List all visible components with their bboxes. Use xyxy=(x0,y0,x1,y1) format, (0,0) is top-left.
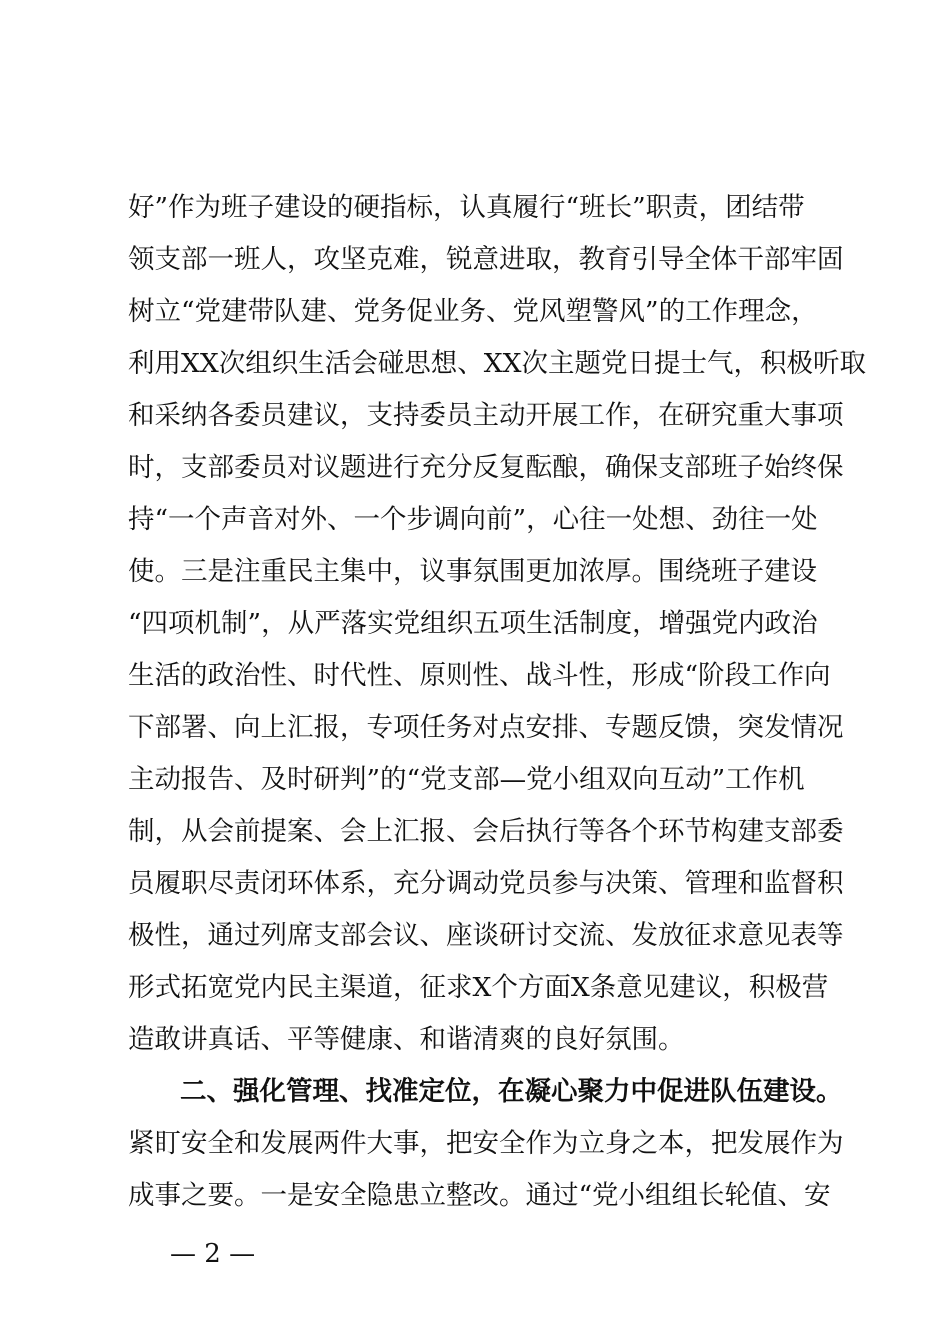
paragraph-line: 极性，通过列席支部会议、座谈研讨交流、发放征求意见表等 xyxy=(128,920,844,951)
paragraph-line: 员履职尽责闭环体系，充分调动党员参与决策、管理和监督积 xyxy=(128,868,844,899)
paragraph-line: 主动报告、及时研判”的“党支部—党小组双向互动”工作机 xyxy=(128,764,805,795)
paragraph-line: 紧盯安全和发展两件大事，把安全作为立身之本，把发展作为 xyxy=(128,1128,844,1159)
paragraph-line: 成事之要。一是安全隐患立整改。通过“党小组组长轮值、安 xyxy=(128,1180,831,1211)
paragraph-line: 树立“党建带队建、党务促业务、党风塑警风”的工作理念， xyxy=(128,296,818,327)
paragraph-line: 下部署、向上汇报，专项任务对点安排、专题反馈，突发情况 xyxy=(128,712,844,743)
paragraph-line: 领支部一班人，攻坚克难，锐意进取，教育引导全体干部牢固 xyxy=(128,244,844,275)
section-heading: 二、强化管理、找准定位，在凝心聚力中促进队伍建设。 xyxy=(180,1076,843,1107)
paragraph-line: 造敢讲真话、平等健康、和谐清爽的良好氛围。 xyxy=(128,1024,685,1055)
paragraph-line: 持“一个声音对外、一个步调向前”，心往一处想、劲往一处 xyxy=(128,504,818,535)
paragraph-line: 时，支部委员对议题进行充分反复酝酿，确保支部班子始终保 xyxy=(128,452,844,483)
paragraph-line: 利用XX次组织生活会碰思想、XX次主题党日提士气，积极听取 xyxy=(128,348,866,379)
paragraph-line: 使。三是注重民主集中，议事氛围更加浓厚。围绕班子建设 xyxy=(128,556,817,587)
paragraph-line: 生活的政治性、时代性、原则性、战斗性，形成“阶段工作向 xyxy=(128,660,831,691)
paragraph-line: 制，从会前提案、会上汇报、会后执行等各个环节构建支部委 xyxy=(128,816,844,847)
page-number: — 2 — xyxy=(170,1239,256,1269)
paragraph-line: 好”作为班子建设的硬指标，认真履行“班长”职责，团结带 xyxy=(128,192,805,223)
paragraph-line: “四项机制”，从严落实党组织五项生活制度，增强党内政治 xyxy=(128,608,818,639)
paragraph-line: 和采纳各委员建议，支持委员主动开展工作，在研究重大事项 xyxy=(128,400,844,431)
paragraph-line: 形式拓宽党内民主渠道，征求X个方面X条意见建议，积极营 xyxy=(128,972,829,1003)
